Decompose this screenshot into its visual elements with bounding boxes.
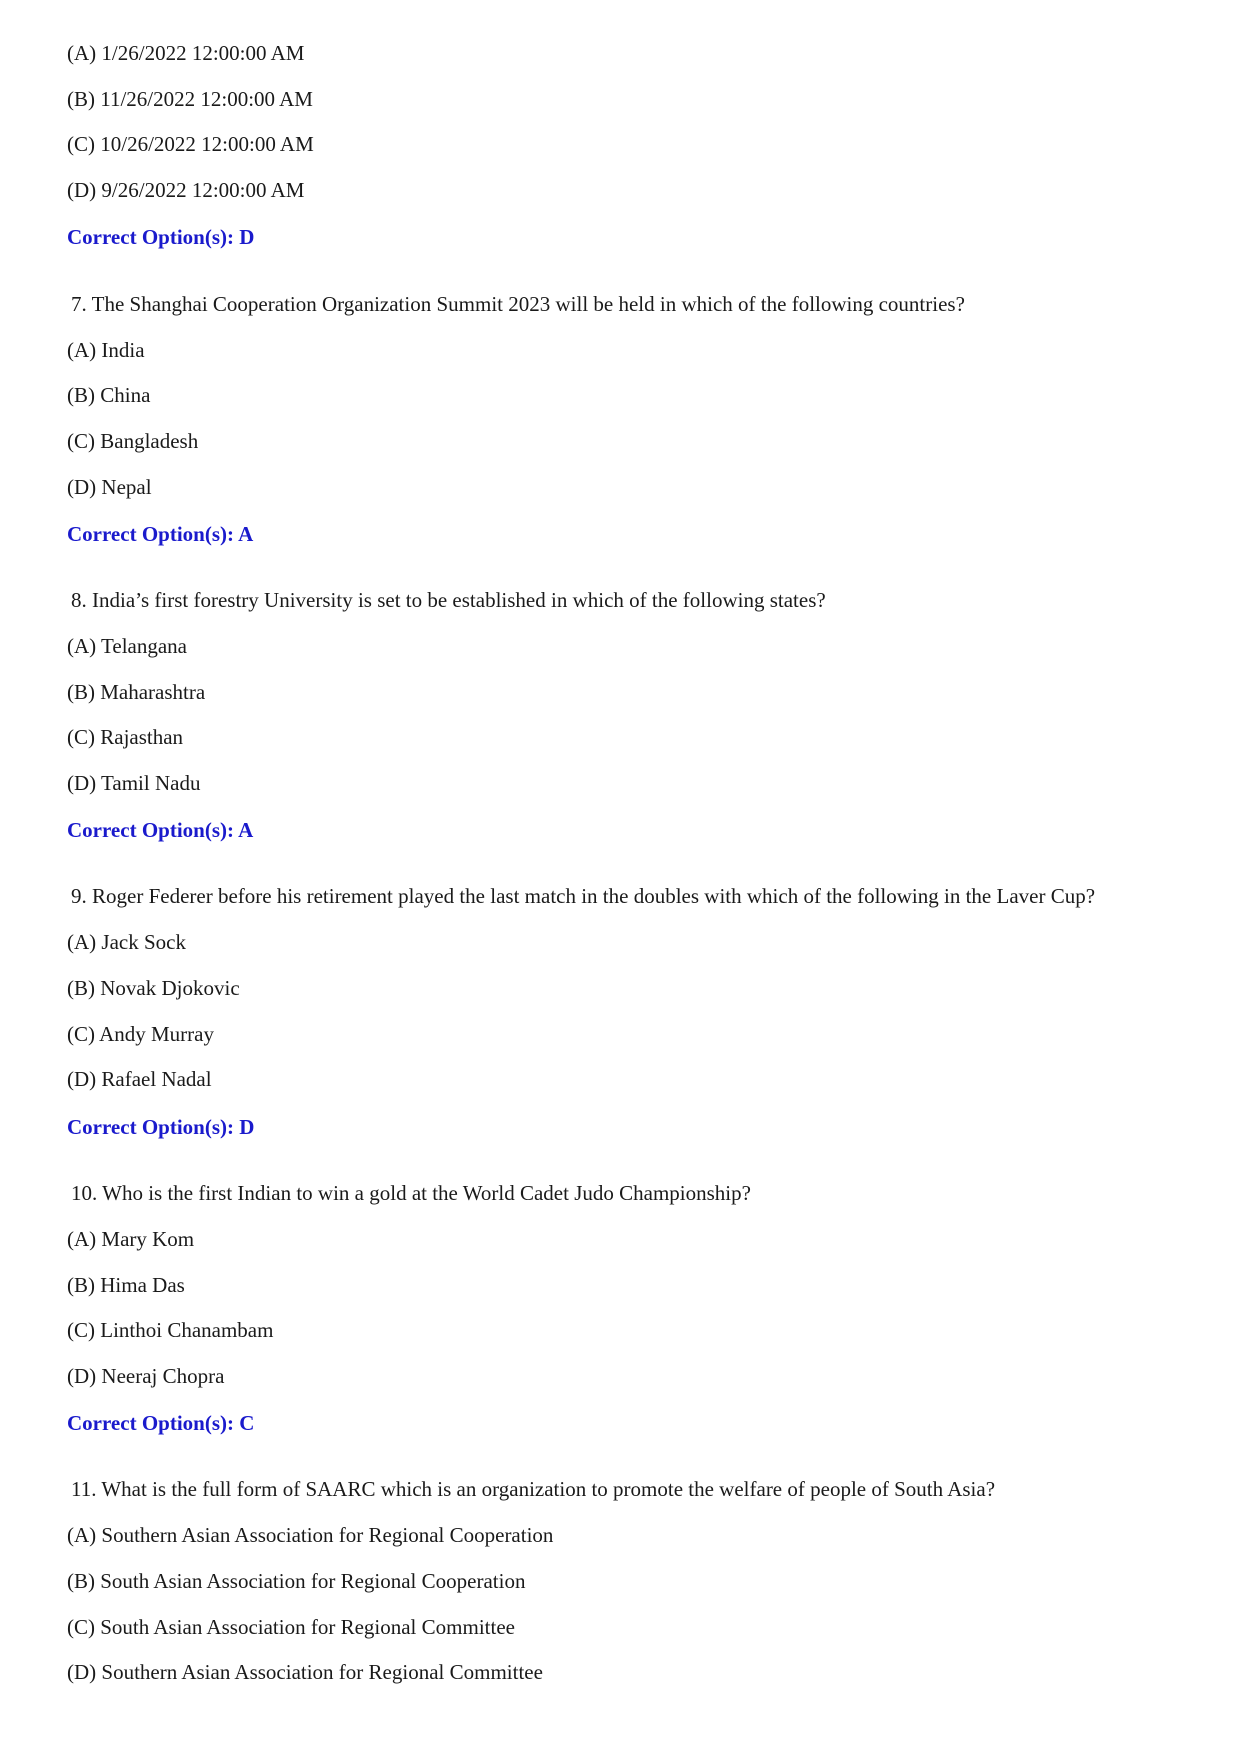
- option-d: (D) Neeraj Chopra: [67, 1364, 225, 1388]
- option-b: (B) Novak Djokovic: [67, 976, 240, 1000]
- option-d: (D) Southern Asian Association for Regional Committee: [67, 1660, 543, 1684]
- option-a: (A) Mary Kom: [67, 1227, 195, 1251]
- option-c: (C) Rajasthan: [67, 725, 184, 749]
- correct-option: Correct Option(s): A: [67, 522, 254, 546]
- option-c: (C) 10/26/2022 12:00:00 AM: [67, 132, 314, 156]
- option-d: (D) 9/26/2022 12:00:00 AM: [67, 178, 305, 202]
- option-d: (D) Rafael Nadal: [67, 1067, 212, 1091]
- option-b: (B) Maharashtra: [67, 680, 206, 704]
- correct-option: Correct Option(s): D: [67, 1115, 255, 1139]
- option-a: (A) Jack Sock: [67, 930, 186, 954]
- question-text: 8. India’s first forestry University is set to be established in which of the following states?: [71, 588, 826, 612]
- option-b: (B) 11/26/2022 12:00:00 AM: [67, 87, 313, 111]
- correct-option: Correct Option(s): D: [67, 225, 255, 249]
- correct-option: Correct Option(s): C: [67, 1411, 255, 1435]
- option-a: (A) India: [67, 338, 145, 362]
- option-b: (B) Hima Das: [67, 1273, 185, 1297]
- question-text: 9. Roger Federer before his retirement played the last match in the doubles with which of the following in the Laver Cup?: [71, 884, 1096, 908]
- option-c: (C) South Asian Association for Regional Committee: [67, 1615, 515, 1639]
- option-a: (A) 1/26/2022 12:00:00 AM: [67, 41, 305, 65]
- option-c: (C) Linthoi Chanambam: [67, 1318, 274, 1342]
- option-b: (B) South Asian Association for Regional Cooperation: [67, 1569, 526, 1593]
- option-b: (B) China: [67, 383, 151, 407]
- option-d: (D) Tamil Nadu: [67, 771, 201, 795]
- correct-option: Correct Option(s): A: [67, 818, 254, 842]
- question-text: 10. Who is the first Indian to win a gold at the World Cadet Judo Championship?: [71, 1181, 751, 1205]
- question-text: 7. The Shanghai Cooperation Organization Summit 2023 will be held in which of the following countries?: [71, 292, 965, 316]
- option-d: (D) Nepal: [67, 475, 152, 499]
- option-c: (C) Andy Murray: [67, 1022, 214, 1046]
- option-c: (C) Bangladesh: [67, 429, 199, 453]
- question-text: 11. What is the full form of SAARC which is an organization to promote the welfare of people of South Asia?: [71, 1477, 996, 1501]
- option-a: (A) Telangana: [67, 634, 188, 658]
- option-a: (A) Southern Asian Association for Regional Cooperation: [67, 1523, 554, 1547]
